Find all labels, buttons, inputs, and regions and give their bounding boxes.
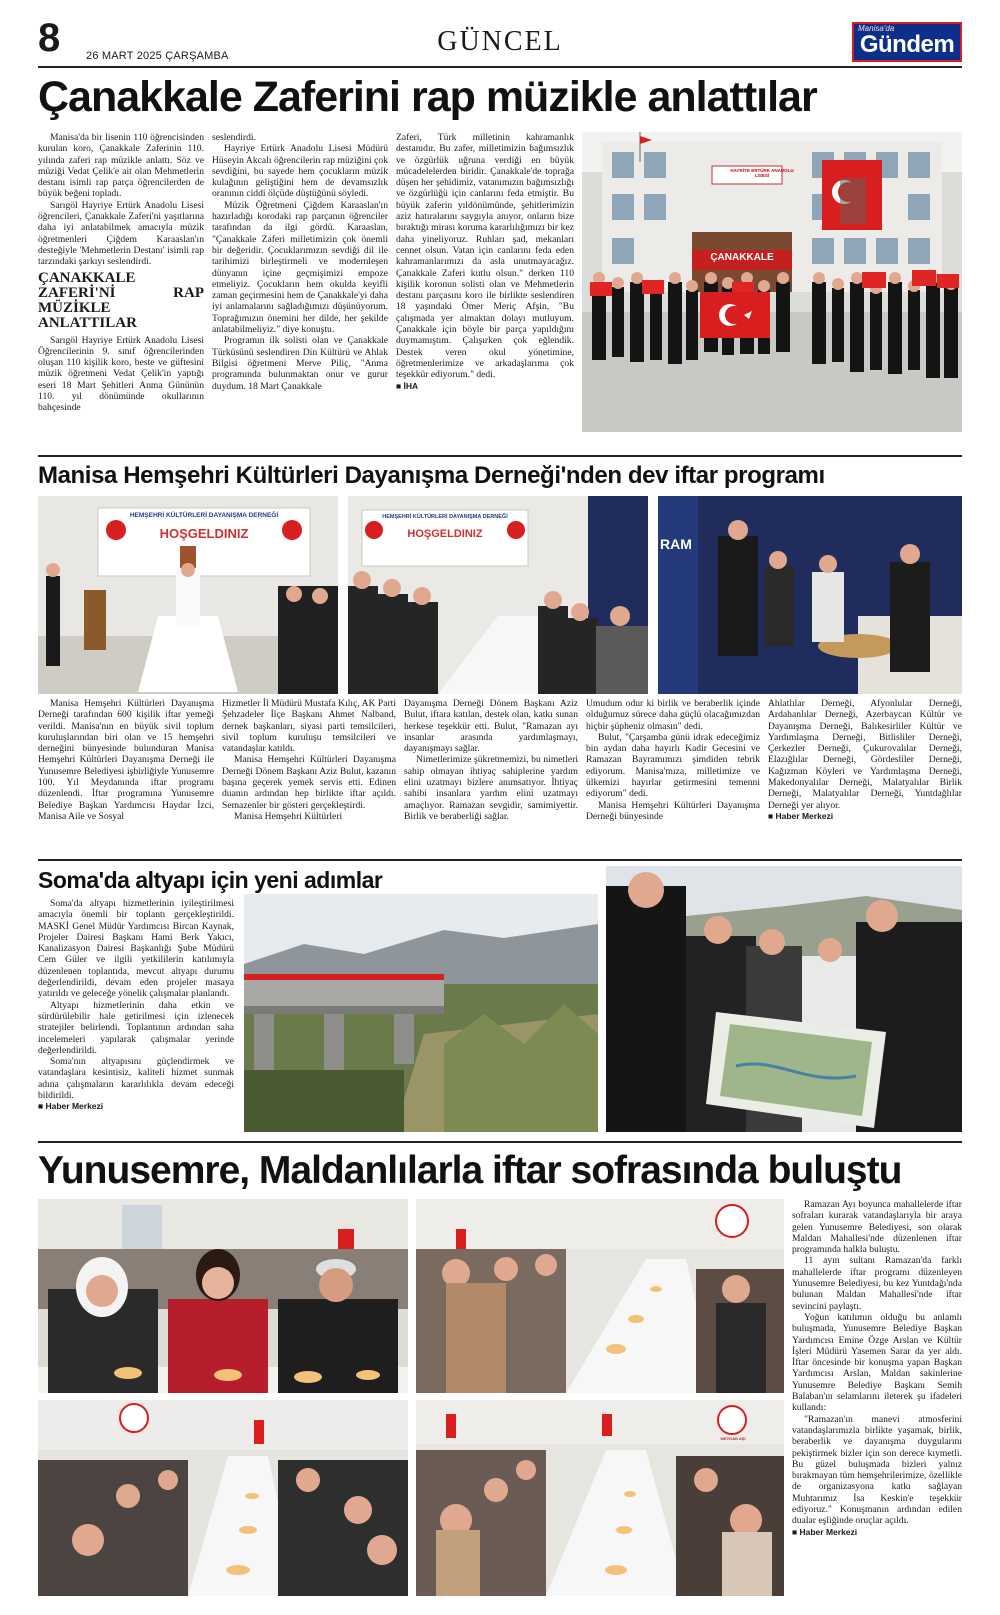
paragraph: Soma'da altyapı hizmetlerinin iyileştirilmesi amacıyla önemli bir toplantı gerçekleştirildi. MASKİ Genel Müdür Yardımcısı Bircan Kaynak, Projeler Dairesi Başkanı Hami Berk Yakıcı, Kanalizasyon Dairesi Başkanlığı Şube Müdürü Cem Güler ve ilgili yetkililerin katılımıyla düzenlenen toplantıda, mevcut altyapı durumu değerlendirildi, devam eden projeler masaya yatırıldı ve geleceğe yönelik çalışmalar planlandı. bbox=[38, 898, 234, 1000]
school-sign: HAYRİYE ERTÜRK ANADOLU LİSESİ bbox=[730, 168, 794, 178]
paragraph: Ahlatlılar Derneği, Afyonlular Derneği, Ardahanlılar Derneği, Azerbaycan Kültür ve Dayanışma Derneği, Balıkesirliler Kültür ve Yardımlaşma Derneği, Bitlisliler Derneği, Çerkezler Derneği, Çukurovalılar Derneği, Elazığlılar Derneği, Gördesliler Derneği, Kağızman Köyleri ve Yardımlaşma Derneği, Makedonyalılar Derneği, Malatyalılar Birlik Derneği, Malatyalılar Derneği, Yuntdağlılar Derneği yer alıyor. bbox=[768, 698, 962, 811]
paragraph: Bulut, "Çarşamba günü idrak edeceğimiz bin aydan daha hayırlı Kadir Gecesini ve Ramazan Bayramımızı şimdiden tebrik ediyorum. Manisa'mıza, milletimize ve ülkemizi hayırlar getirmesini temenni ediyorum" dedi. bbox=[586, 731, 760, 800]
article3-column-1 bbox=[38, 898, 234, 1134]
paragraph: Nimetlerimize şükretmemizi, bu nimetleri sahip olmayan ihtiyaç sahiplerine yardım elini uzatmayı bizlere anımsatıyor. İhtiyaç sahibi insanlara yardım elini uzatmayı amaçlıyor. Ramazan sevgidir, samimiyettir. Birlik ve beraberliği sağlar. bbox=[404, 754, 578, 822]
paragraph: Manisa'da bir lisenin 110 öğrencisinden kurulan koro, Çanakkale Zaferinin 110. yılında zaferi rap müzikle anlattı. Söz ve müziği Vedat Çelik'e ait olan Mehmetlerin destanı isimli rap parça öğrencilerden de büyük beğeni topladı. bbox=[38, 132, 204, 200]
issue-date: 26 MART 2025 ÇARŞAMBA bbox=[86, 50, 229, 62]
article1-headline: Çanakkale Zaferini rap müzikle anlattılar bbox=[38, 73, 817, 121]
photo-banner: ÇANAKKALE bbox=[710, 252, 774, 263]
article2-column-5 bbox=[768, 698, 962, 846]
article1-photo bbox=[582, 132, 962, 432]
paragraph: Manisa Hemşehri Kültürleri Dayanışma Derneği Dönem Başkanı Aziz Bulut, kazanın başına geçerek yemek servis etti. Edinen duanın ardından hep birlikte iftar açıldı. Semazenler bir gösteri gerçekleştirdi. bbox=[222, 754, 396, 811]
paragraph: 11 ayın sultanı Ramazan'da farklı mahallelerde iftar programı düzenleyen Yunusemre Belediyesi, bu kez Yuntdağı'nda bulunan Maldan Mahallesi'nde iftar sevincini paylaştı. bbox=[792, 1255, 962, 1312]
article2-photo-2 bbox=[348, 496, 648, 694]
logo-prefix: Manisa'da bbox=[858, 24, 895, 33]
paragraph: Ramazan Ayı boyunca mahallelerde iftar sofraları kurarak vatandaşlarıyla bir araya gelen Yunusemre Belediyesi, son olarak Maldan Mahallesi'nde düzenlenen iftar programında halkla buluştu. bbox=[792, 1199, 962, 1256]
article3-credit: ■ Haber Merkezi bbox=[38, 1101, 104, 1112]
header-rule bbox=[38, 66, 962, 68]
article4-photo-2 bbox=[416, 1199, 784, 1393]
article1-credit: ■ İHA bbox=[396, 380, 419, 391]
paragraph: Yoğun katılımın olduğu bu anlamlı buluşmada, Yunusemre Belediye Başkan Yardımcısı Emine Özge Arslan ve Kültür İşleri Müdürü Yasemen Sarar da yer aldı. İftar öncesinde bir konuşma yapan Başkan Yardımcısı Arslan, Maldan sakinlerine Yunusemre Belediye Başkanı Semih Balaban'ın selamlarını ileterek şu ifadeleri kullandı: bbox=[792, 1311, 962, 1414]
paragraph: Manisa Hemşehri Kültürleri Dayanışma Derneği tarafından 600 kişilik iftar yemeği verildi. Manisa'nın en büyük sivil toplum kuruluşlarından biri olan ve 15 hemşehri derneğini bünyesinde bulunduran Manisa Hemşehri Kültürleri Dayanışma Derneği ile Yunusemre Belediyesi işbirliğiyle Yunusemre 100. Yıl Meydanında iftar programı düzenlendi. İftar programına Yunusemre Belediye Başkan Yardımcısı Haydar İzci, Manisa Aile ve Sosyal bbox=[38, 698, 214, 822]
paragraph: Dayanışma Derneği Dönem Başkanı Aziz Bulut, iftara katılan, destek olan, katkı sunan herkese teşekkür etti. Bulut, "Ramazan ayı insanlar arasında yardımlaşmayı, dayanışmayı sağlar. bbox=[404, 698, 578, 755]
article3-headline: Soma'da altyapı için yeni adımlar bbox=[38, 867, 383, 893]
article1-column-2 bbox=[212, 132, 388, 452]
paragraph: Programın ilk solisti olan ve Çanakkale Türküsünü seslendiren Din Kültürü ve Ahlak Bilgisi öğretmeni Merve Piliç, "Anma programında bulunmaktan onur ve gurur duydum. 18 Mart Çanakkale bbox=[212, 335, 388, 392]
paragraph: Soma'nın altyapısını güçlendirmek ve vatandaşlara kesintisiz, kaliteli hizmet sunmak adına çalışmaların kararlılıkla devam edeceği bildirildi. bbox=[38, 1056, 234, 1102]
article1-subheading: ÇANAKKALE ZAFERİ'Nİ RAP MÜZİKLE ANLATTILAR bbox=[38, 269, 204, 331]
newspaper-logo[interactable] bbox=[852, 22, 962, 62]
article2-credit: ■ Haber Merkezi bbox=[768, 810, 834, 821]
page-number: 8 bbox=[38, 16, 61, 60]
banner-text: HEMŞEHRİ KÜLTÜRLERİ DAYANIŞMA DERNEĞİ bbox=[129, 512, 279, 519]
article2-photo-1 bbox=[38, 496, 338, 694]
section-rule bbox=[38, 455, 962, 457]
article4-column-1 bbox=[792, 1199, 962, 1597]
banner-text: HEMŞEHRİ KÜLTÜRLERİ DAYANIŞMA DERNEĞİ bbox=[382, 514, 508, 520]
paragraph: Manisa Hemşehri Kültürleri Dayanışma Derneği bünyesinde bbox=[586, 799, 760, 822]
article3-photo-2 bbox=[606, 866, 962, 1132]
article4-headline: Yunusemre, Maldanlılarla iftar sofrasında buluştu bbox=[38, 1149, 902, 1192]
article2-headline: Manisa Hemşehri Kültürleri Dayanışma Derneği'nden dev iftar programı bbox=[38, 462, 825, 489]
ramadan-banner: RAM bbox=[660, 536, 692, 552]
article3-photo-1 bbox=[244, 894, 598, 1132]
paragraph: Hizmetler İl Müdürü Mustafa Kılıç, AK Parti Şehzadeler İlçe Başkanı Ahmet Nalband, dernek başkanları, siyasi parti temsilcileri, sivil toplum kuruluşu temsilcileri ve vatandaşlar katıldı. bbox=[222, 698, 396, 755]
paragraph: Sarıgöl Hayriye Ertürk Anadolu Lisesi Öğrencilerinin 9. sınıf öğrencilerinden oluşan 110 kişilik koro, beste ve güftesini müzik öğretmeni Vedat Çelik'in yaptığı eseri 18 Mart Şehitleri Anma Gününün 110. yıl dönümünde okullarının bahçesinde bbox=[38, 334, 204, 414]
article2-column-1 bbox=[38, 698, 214, 846]
paragraph: Altyapı hizmetlerinin daha etkin ve sürdürülebilir hale getirilmesi için izlenecek stratejiler belirlendi. Toplantının ardından saha incelemeleri yapılarak çalışmalar yerinde değerlendirildi. bbox=[38, 999, 234, 1056]
section-title: GÜNCEL bbox=[437, 26, 563, 57]
article4-photo-4 bbox=[416, 1400, 784, 1596]
section-rule bbox=[38, 1141, 962, 1143]
paragraph: Sarıgöl Hayriye Ertürk Anadolu Lisesi öğrencileri, Çanakkale Zaferi'ni yaşıtlarına daha iyi anlatabilmek amacıyla müzik öğretmenleri Çiğdem Karaaslan'ın desteğiyle 'Mehmetlerin Destanı' isimli rap tarzındaki şarkıyı seslendirdi. bbox=[38, 199, 204, 268]
article1-column-3 bbox=[396, 132, 574, 452]
paragraph: Müzik Öğretmeni Çiğdem Karaaslan'ın hazırladığı korodaki rap parçanın öğrenciler tarafından da ilgi gördü. Karaaslan, "Çanakkale Zaferi milletimizin çok önemli bir değeridir. Çocuklarımızın sevdiği dil ile tarihimizi birleştirmeli ve modernleşen dünyanın içine geçmişimizi empoze etmeliyiz. Çocukların hem okulda keyifli zaman geçirmesini hem de Çanakkale'yi daha iyi anlamalarını sağladığımızı düşünüyorum. Toprağımızın önemini her dilde, her şekilde anlatabilmeliyiz." diye konuştu. bbox=[212, 199, 388, 336]
logo-title: Gündem bbox=[859, 31, 955, 58]
article2-column-3 bbox=[404, 698, 578, 846]
wall-sign: MEYDAN AŞI bbox=[720, 1436, 746, 1441]
article2-column-2 bbox=[222, 698, 396, 846]
article2-photo-3 bbox=[658, 496, 962, 694]
section-rule bbox=[38, 859, 962, 861]
article4-photo-1 bbox=[38, 1199, 408, 1393]
paragraph: Manisa Hemşehri Kültürleri bbox=[234, 810, 343, 822]
paragraph: Zaferi, Türk milletinin kahramanlık destanıdır. Bu zafer, milletimizin bağımsızlık ve özgürlük uğruna verdiği en büyük mücadelelerden biridir. Çanakkale'de toprağa düşen her şehidimiz, vatanımızın bağımsızlığı ve özgürlüğü için canlarını feda etmiştir. Bu büyük zaferin yıldönümünde, şehitlerimizin aziz hatıralarını saygıyla anıyor, onların bize bıraktığı mirası koruma kararlılığımızı bir kez daha yineliyoruz. Ruhları şad, mekanları cennet olsun. Vatan için canlarını feda eden kahramanlarımızı da asla unutmayacağız. Çanakkale Zaferi kutlu olsun." derken 110 kişilik koronun solisti olan ve Mehmetlerin destanı parçasını koro ile birlikte seslendiren 18 yaşındaki Ömer Meriç Afşin, "Bu çalışmada yer almaktan dolayı mutluyum. Çanakkale için böyle bir parça yapıldığını duymamıştım. Çalışırken çok eğlendik. Destek veren okul yönetimine, öğretmenlerimize ve arkadaşlarıma çok teşekkür ediyorum." dedi. bbox=[396, 132, 574, 381]
article4-credit: ■ Haber Merkezi bbox=[792, 1526, 858, 1537]
paragraph: "Ramazan'ın manevi atmosferini vatandaşlarımızla birlikte yaşamak, birlik, beraberlik ve dayanışma duygularını pekiştirmek bizler için son derece kıymetli. Bu güzel buluşmada bizleri yalnız bırakmayan tüm hemşehrilerimize, özellikle de organizasyona katkı sağlayan Muhtarımız İsa Keskin'e teşekkür ediyoruz." Konuşmanın ardından edilen dualar eşliğinde oruçlar açıldı. bbox=[792, 1413, 962, 1527]
paragraph: seslendirdi. bbox=[212, 132, 256, 143]
article4-photo-3 bbox=[38, 1400, 408, 1596]
welcome-text: HOŞGELDINIZ bbox=[407, 528, 483, 540]
article2-column-4 bbox=[586, 698, 760, 846]
article1-column-1 bbox=[38, 132, 204, 452]
paragraph: Hayriye Ertürk Anadolu Lisesi Müdürü Hüseyin Akcalı öğrencilerin rap müziğini çok sevdiğini, bu sayede hem çocukların müzik kulağının geliştiğini hem de devamsızlık oranının ciddi ölçüde düştüğünü söyledi. bbox=[212, 143, 388, 200]
welcome-text: HOŞGELDINIZ bbox=[159, 526, 249, 541]
paragraph: Umudum odur ki birlik ve beraberlik içinde olduğumuz sürece daha güçlü olacağımızdan hiçbir şüpheniz olmasın" dedi. bbox=[586, 698, 760, 732]
